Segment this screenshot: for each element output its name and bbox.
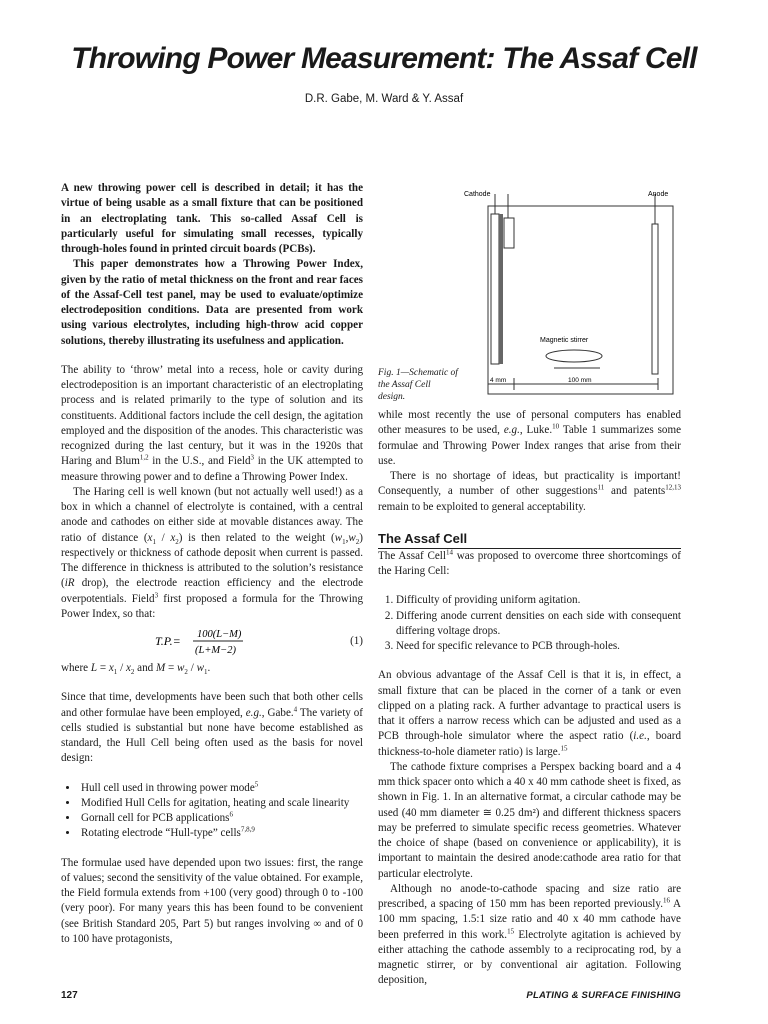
- stirrer-label: Magnetic stirrer: [540, 337, 589, 344]
- left-column: [61, 181, 363, 947]
- right-paragraph-3: The Assaf Cell$^{14}$ was proposed to overcome three shortcomings of the Haring Cell:: [378, 548, 681, 577]
- figure-caption: Fig. 1—Schematic of the Assaf Cell design.: [378, 368, 458, 402]
- equation-number: (1): [350, 635, 363, 647]
- dimension-100mm: 100 mm: [568, 377, 592, 384]
- page-number: 127: [61, 990, 78, 1001]
- abstract-paragraph-1: A new throwing power cell is described in detail; it has the virtue of being usable as a small fixture that can be positioned in an electroplating tank. This so-called Assaf Cell is particularly useful for simulating small recesses, typically through-holes found in printed circuit boards (PCBs).: [61, 182, 363, 255]
- dimension-4mm: 4 mm: [490, 377, 507, 384]
- svg-text:(L+M−2): (L+M−2): [195, 645, 237, 656]
- list-item: 3. Need for specific relevance to PCB through-holes.: [396, 639, 681, 654]
- equation-where: where $L = x_1 / x_2$ and $M = w_2 / w_1$.: [61, 662, 211, 677]
- article-authors: D.R. Gabe, M. Ward & Y. Assaf: [304, 93, 464, 105]
- figure-1: [378, 176, 683, 398]
- right-column: [378, 408, 681, 989]
- right-paragraph-4: An obvious advantage of the Assaf Cell is that it is, in effect, a small fixture that can be placed in the corner of a tank or even clipped on a plating rack. A further advantage to practical users is that it offers a narrow recess which can be adjusted and used as a PCB through-hole simulator where the aspect ratio (i.e., board thickness-to-hole diameter ratio) is large.$^{15}$: [378, 669, 681, 758]
- cell-type-list: [61, 781, 363, 842]
- list-item: • Gornall cell for PCB applications$^6$: [79, 811, 363, 826]
- equation-1: [61, 625, 363, 657]
- body-paragraph-2: The Haring cell is well known (but not actually well used!) as a box in which a channel of electrolyte is contained, with a central anode and cathodes on either side at movable distances away. The ratio of distance $(x_1 / x_2)$ is then related to the weight $(w_1,w_2)$ respectively or thickness of cathode deposit when current is passed. The difference in thickness is attributed to the solution’s resistance (iR drop), the electrode reaction efficiency and the electrode overpotentials. Field$^3$ first proposed a formula for the Throwing Power Index, so that:: [61, 485, 363, 620]
- svg-text:T.P.=: T.P.=: [155, 634, 181, 648]
- abstract-paragraph-2: This paper demonstrates how a Throwing Power Index, given by the ratio of metal thickness on the front and rear faces of the Assaf-Cell test panel, may be used to evaluate/optimize electrodeposition conditions. Data are presented from work using various electrolytes, including high-throw acid copper solutions, thereby illustrating its usefulness and application.: [61, 258, 363, 347]
- right-paragraph-5: The cathode fixture comprises a Perspex backing board and a 4 mm thick spacer onto which a 40 x 40 mm cathode sheet is fixed, as shown in Fig. 1. In an alternative format, a circular cathode may be used (40 mm diameter ≅ 0.25 dm²) and different thickness spacers may be preferred to simulate specific recess geometries. Whatever the choice of shape (based on convenience or applicability), it is important to maintain the desired anode:cathode area ratio for that particular electrolyte.: [378, 760, 681, 880]
- assaf-cell-schematic: [378, 176, 683, 398]
- article-title: Throwing Power Measurement: The Assaf Cell: [71, 42, 697, 75]
- anode-label: Anode: [648, 191, 669, 198]
- list-item: 1. Difficulty of providing uniform agitation.: [396, 593, 681, 608]
- shortcomings-list: [378, 593, 681, 654]
- cathode-label: Cathode: [464, 191, 491, 198]
- list-item: • Rotating electrode “Hull-type” cells$^{7,8,9}$: [79, 826, 363, 841]
- right-paragraph-2: There is no shortage of ideas, but practicality is important! Consequently, a number of other suggestions$^{11}$ and patents$^{12,13}$ remain to be exploited to general acceptability.: [378, 470, 681, 513]
- section-heading: The Assaf Cell: [378, 531, 681, 549]
- throwing-power-formula: [153, 625, 243, 657]
- list-item: • Modified Hull Cells for agitation, heating and scale linearity: [79, 796, 363, 811]
- right-paragraph-6: Although no anode-to-cathode spacing and size ratio are prescribed, a spacing of 150 mm has been reported previously.$^{16}$ A 100 mm spacing, 1.5:1 size ratio and 40 x 40 mm cathode have been preferred in this work.$^{15}$ Electrolyte agitation is achieved by either attaching the cathode assembly to a reciprocating rod, by a magnetic stirrer, or by conventional air agitation. Following deposition,: [378, 882, 681, 987]
- list-item: • Hull cell used in throwing power mode$^5$: [79, 781, 363, 796]
- body-paragraph-3: Since that time, developments have been such that both other cells and other formulae have been employed, e.g., Gabe.$^4$ The variety of cells studied is substantial but none have become established as standard, the Hull Cell being often used as the basis for novel design:: [61, 691, 363, 765]
- body-paragraph-4: The formulae used have depended upon two issues: first, the range of values; second the sensitivity of the value obtained. For example, the Field formula extends from +100 (very good) through 0 to -100 (very poor). For many years this has been found to be convenient (see British Standard 205, Part 5) but ranges involving ∞ and of 0 to 100 have protagonists,: [61, 856, 363, 945]
- right-paragraph-1: while most recently the use of personal computers has enabled other measures to be used, e.g., Luke.$^{10}$ Table 1 summarizes some formulae and Throwing Power Index ranges that arise from their use.: [378, 409, 681, 467]
- journal-name: PLATING & SURFACE FINISHING: [526, 990, 681, 1001]
- svg-text:100(L−M): 100(L−M): [197, 629, 242, 640]
- list-item: 2. Differing anode current densities on each side with consequent differing voltage drops.: [396, 609, 681, 640]
- body-paragraph-1: The ability to ‘throw’ metal into a recess, hole or cavity during electrodeposition is an important characteristic of an electroplating process and is related primarily to the type of solution and its constituents. Additional factors include the cell design, the agitation employed and the disposition of the anodes. This characteristic was recognized during the last century, but it was in the 1920s that Haring and Blum$^{1,2}$ in the U.S., and Field$^3$ in the UK attempted to measure throwing power and to define a Throwing Power Index.: [61, 363, 363, 483]
